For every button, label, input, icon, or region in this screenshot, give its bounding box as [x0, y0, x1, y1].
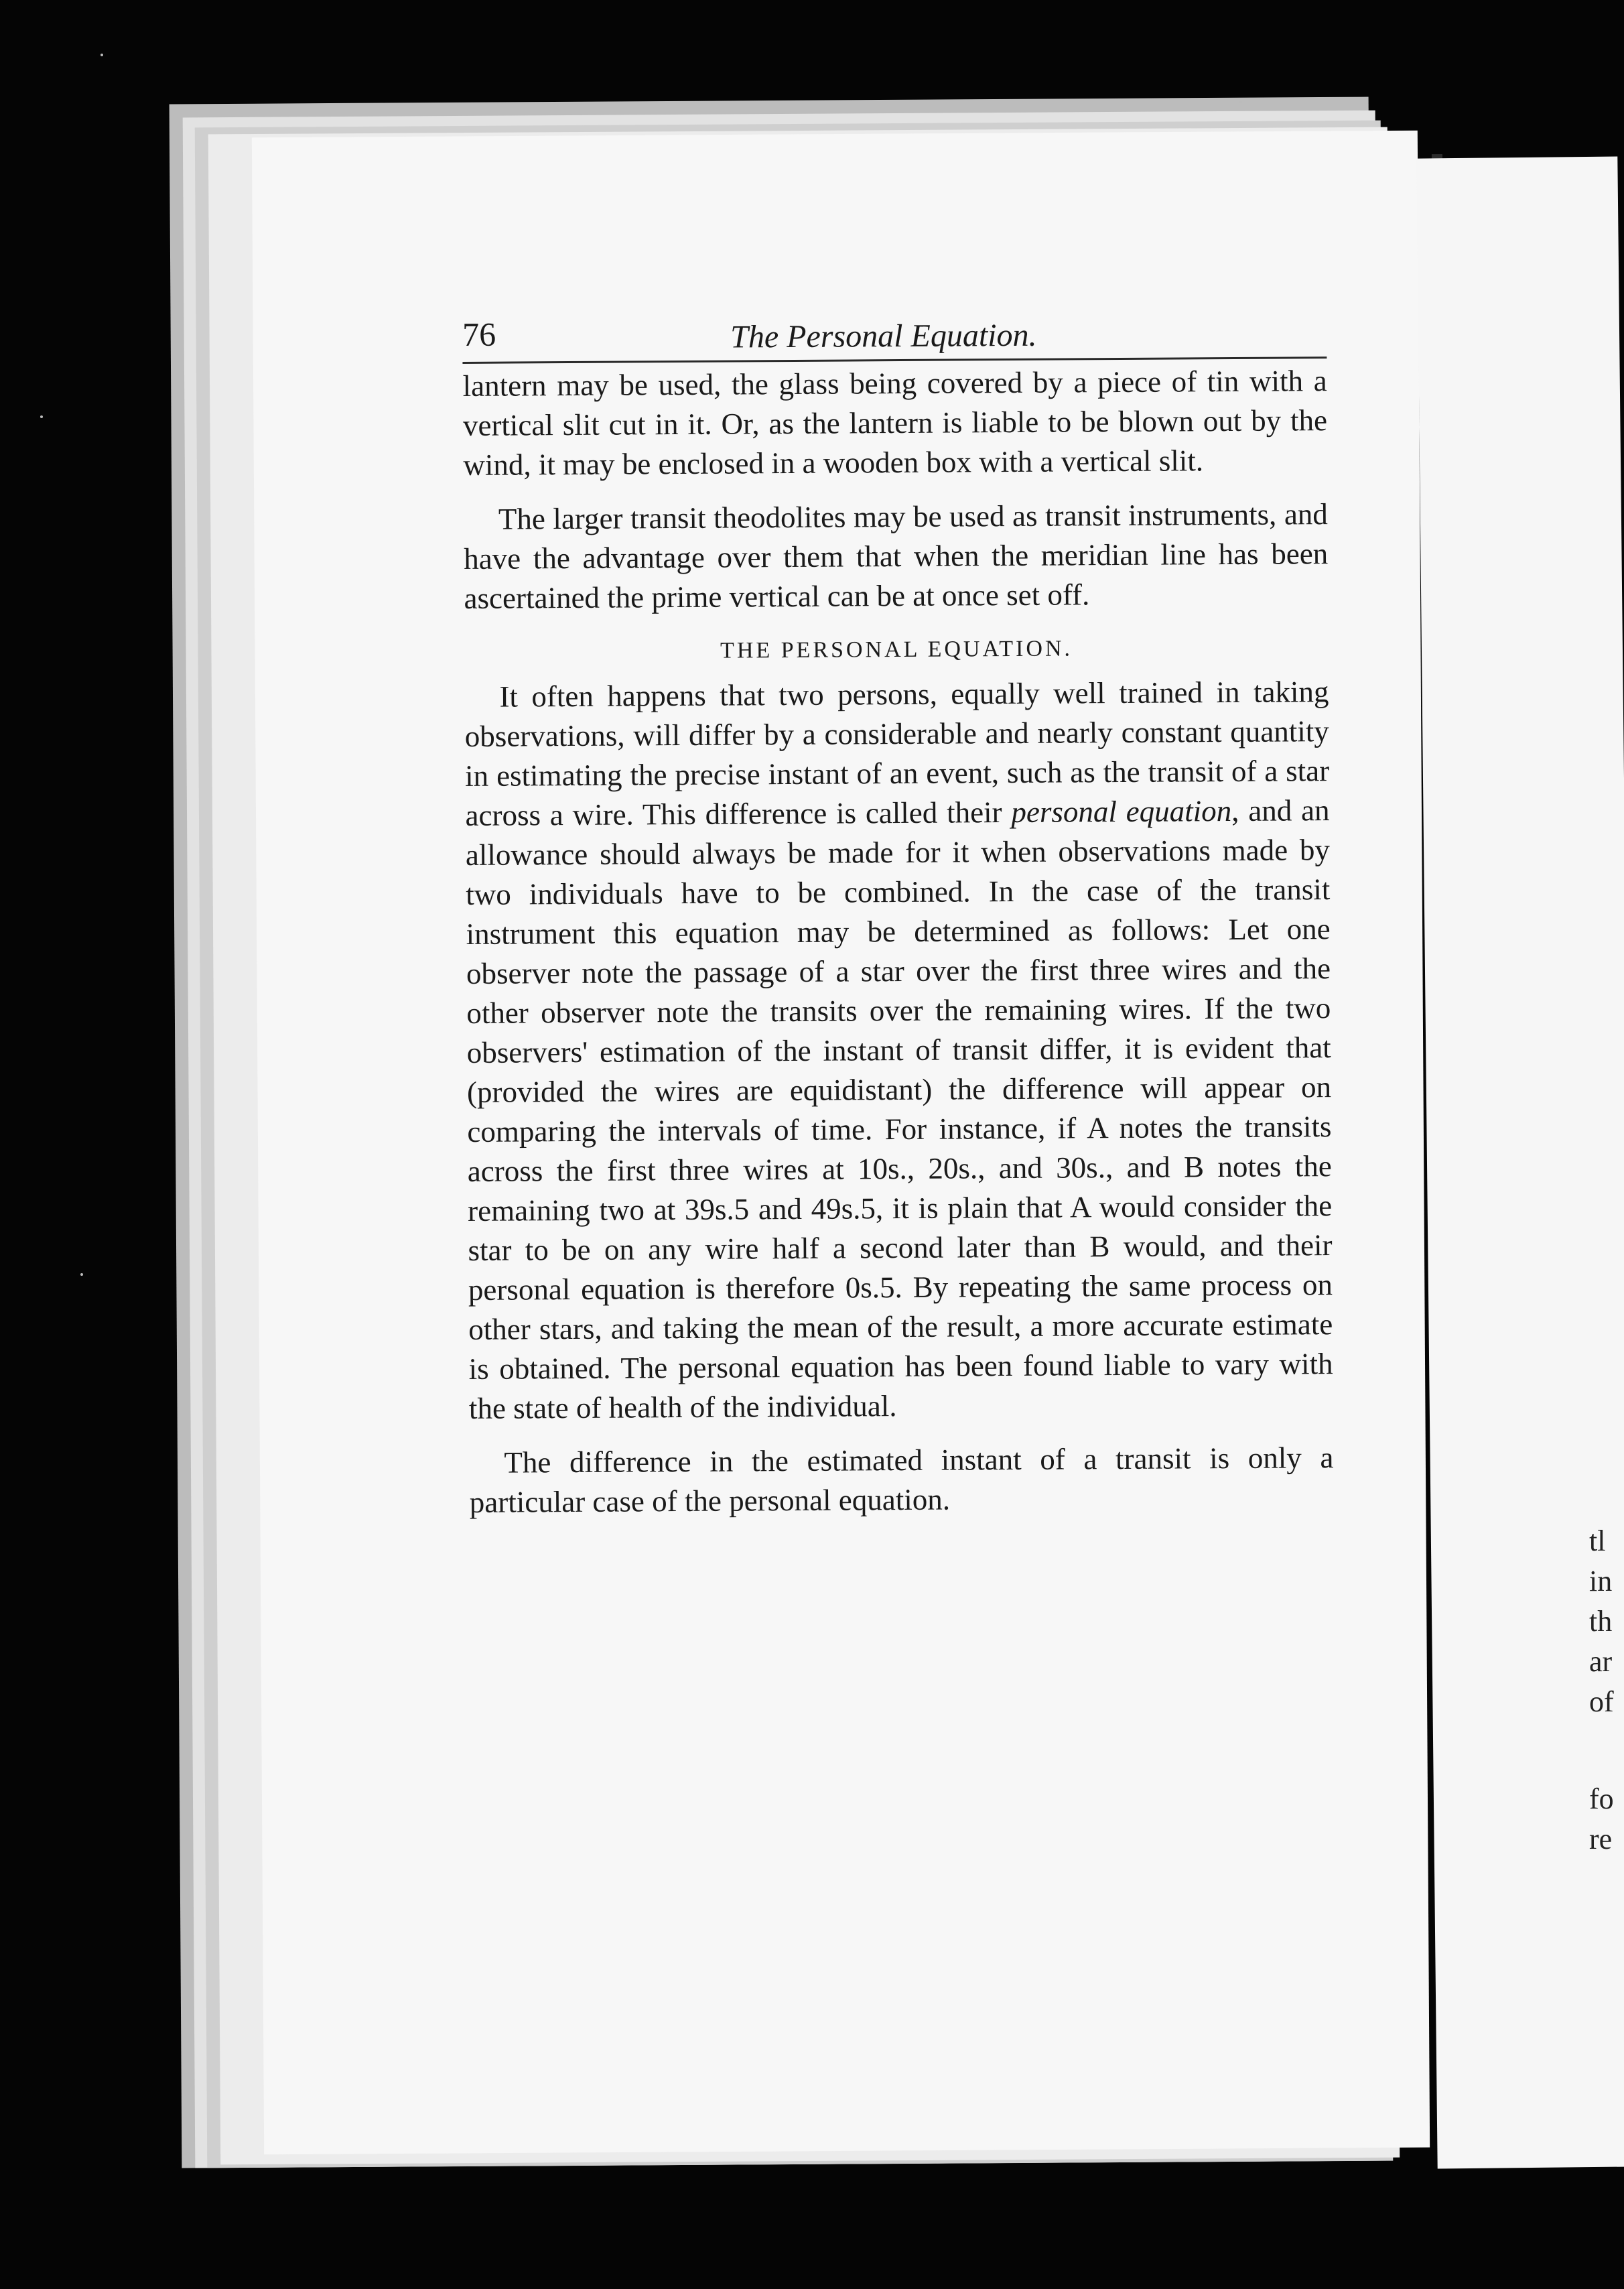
paragraph-text: , and an allowance should always be made for it when observations made by two individuals have to be combined. In the case of the transit instrument this equation may be determined as follows: Let one observer note the passage of a star over the first three wires and the other observer note the transits over the remaining wires. If the two observers' estimation of the instant of transit differ, it is evident that (provided the wires are equidistant) the difference will appear on comparing the intervals of time. For instance, if A notes the transits across the first three wires at 10s., 20s., and 30s., and B notes the remaining two at 39s.5 and 49s.5, it is plain that A would consider the star to be on any wire half a second later than B would, and their personal equation is therefore 0s.5. By repeating the same process on other stars, and taking the mean of the result, a more accurate estimate is obtained. The personal equation has been found liable to vary with the state of health of the individual.: [465, 793, 1333, 1425]
running-title: The Personal Equation.: [730, 317, 1037, 355]
facing-page-fragment: fo: [1589, 1782, 1614, 1815]
paragraph: [464, 672, 1333, 1429]
paragraph: The larger transit theodolites may be used as transit instruments, and have the advantage over them that when the meridian line has been ascertained the prime vertical can be at once set off.: [464, 497, 1329, 615]
page-number: 76: [462, 315, 496, 353]
scan-speck: [40, 415, 43, 418]
paragraph-text: It often happens that two persons, equally well trained in taking observations, will differ by a considerable and nearly constant quantity in estimating the precise instant of an event, such as the transit of a star across a wire. This difference is called their: [464, 675, 1330, 832]
paragraph: lantern may be used, the glass being covered by a piece of tin with a vertical slit cut in it. Or, as the lantern is liable to be blown out by the wind, it may be enclosed in a wooden box with a vertical slit.: [462, 364, 1328, 482]
scan-speck: [100, 54, 103, 56]
facing-page-fragment: of: [1589, 1685, 1614, 1718]
paragraph: The difference in the estimated instant of a transit is only a particular case of the personal equation.: [469, 1441, 1334, 1519]
running-head: [462, 310, 1327, 362]
page-text: [462, 310, 1334, 1522]
facing-page-fragment: th: [1589, 1605, 1613, 1638]
facing-page-fragment: tl: [1589, 1524, 1606, 1557]
facing-page: [1416, 157, 1624, 2169]
italic-term: personal equation: [1011, 794, 1232, 830]
facing-page-fragment: ar: [1589, 1645, 1613, 1678]
facing-page-fragment: re: [1589, 1823, 1613, 1855]
scan-speck: [80, 1273, 83, 1276]
scan-speck: [1239, 101, 1242, 103]
facing-page-fragment: in: [1589, 1565, 1613, 1597]
section-heading: THE PERSONAL EQUATION.: [720, 636, 1073, 663]
